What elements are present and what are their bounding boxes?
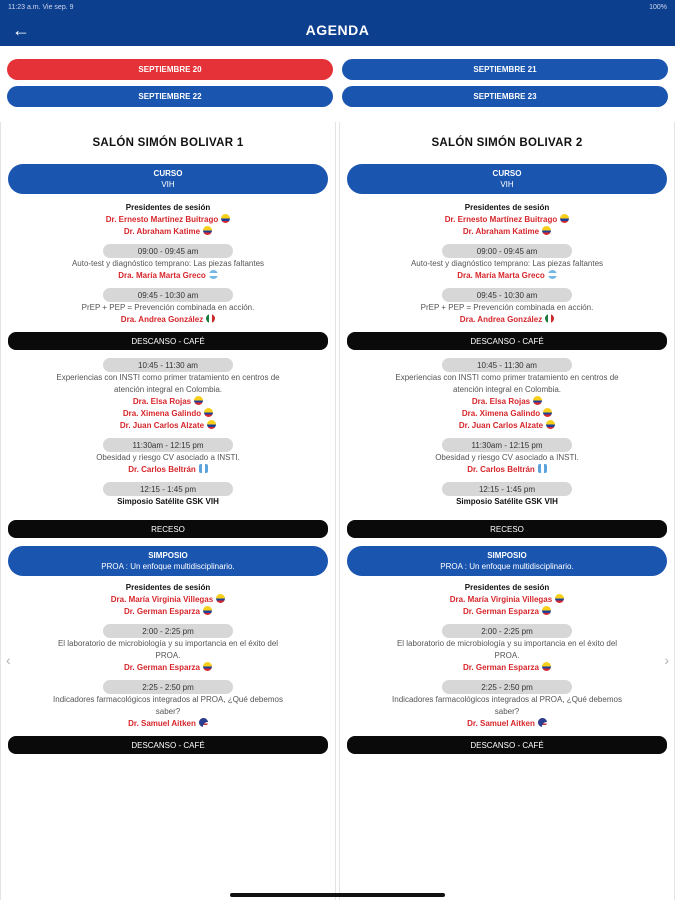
argentina-flag-icon: [209, 270, 218, 279]
tab-septiembre-23[interactable]: SEPTIEMBRE 23: [342, 86, 668, 107]
tab-septiembre-21[interactable]: SEPTIEMBRE 21: [342, 59, 668, 80]
talk-title: atención integral en Colombia.: [113, 385, 223, 394]
speaker-name: Dra. Elsa Rojas: [8, 396, 328, 408]
time-slot: 11:30am - 12:15 pm: [103, 438, 233, 452]
chevron-right-icon[interactable]: ›: [664, 652, 669, 668]
presidentes-label: Presidentes de sesión: [464, 583, 550, 592]
speaker-name: Dra. Ximena Galindo: [8, 408, 328, 420]
receso-bar: RECESO: [8, 520, 328, 538]
colombia-flag-icon: [203, 662, 212, 671]
status-time: 11:23 a.m. Vie sep. 9: [8, 3, 74, 11]
talk-title: atención integral en Colombia.: [452, 385, 562, 394]
time-slot: 09:00 - 09:45 am: [442, 244, 572, 258]
time-slot: 10:45 - 11:30 am: [442, 358, 572, 372]
talk-title: Experiencias con INSTI como primer tratamiento en centros de: [395, 373, 619, 382]
speaker-name: Dra. María Marta Greco: [8, 270, 328, 282]
talk-title: Auto-test y diagnóstico temprano: Las piezas faltantes: [71, 259, 265, 268]
receso-bar: RECESO: [347, 520, 667, 538]
presidentes-label: Presidentes de sesión: [125, 203, 211, 212]
guatemala-flag-icon: [538, 464, 547, 473]
colombia-flag-icon: [542, 606, 551, 615]
speaker-name: Dra. Andrea González: [347, 314, 667, 326]
talk-title: Auto-test y diagnóstico temprano: Las piezas faltantes: [410, 259, 604, 268]
break-bar: DESCANSO - CAFÉ: [8, 332, 328, 350]
time-slot: 09:00 - 09:45 am: [103, 244, 233, 258]
status-bar: [0, 0, 675, 14]
time-slot: 2:25 - 2:50 pm: [442, 680, 572, 694]
colombia-flag-icon: [533, 396, 542, 405]
talk-title: Indicadores farmacológicos integrados al PROA, ¿Qué debemos: [53, 695, 283, 704]
speaker-name: Dr. German Esparza: [8, 662, 328, 674]
talk-title: saber?: [155, 707, 181, 716]
date-tabs: [0, 46, 675, 107]
mexico-flag-icon: [206, 314, 215, 323]
curso-title: CURSO: [492, 169, 522, 178]
talk-title: Obesidad y riesgo CV asociado a INSTI.: [435, 453, 579, 462]
time-slot: 2:00 - 2:25 pm: [442, 624, 572, 638]
talk-title: Simposio Satélite GSK VIH: [117, 497, 219, 506]
break-bar: DESCANSO - CAFÉ: [347, 332, 667, 350]
colombia-flag-icon: [560, 214, 569, 223]
curso-subtitle: VIH: [500, 180, 514, 189]
usa-flag-icon: [538, 718, 547, 727]
speaker-name: Dr. Samuel Aitken: [347, 718, 667, 730]
curso-title: CURSO: [153, 169, 183, 178]
talk-title: Obesidad y riesgo CV asociado a INSTI.: [96, 453, 240, 462]
speaker-name: Dr. Ernesto Martínez Buitrago: [8, 214, 328, 226]
colombia-flag-icon: [542, 226, 551, 235]
colombia-flag-icon: [221, 214, 230, 223]
colombia-flag-icon: [542, 662, 551, 671]
talk-title: PrEP + PEP = Prevención combinada en acción.: [420, 303, 594, 312]
app-header: [0, 14, 675, 46]
simposio-header[interactable]: [8, 546, 328, 576]
tab-septiembre-20[interactable]: SEPTIEMBRE 20: [7, 59, 333, 80]
talk-title: saber?: [494, 707, 520, 716]
talk-title: PrEP + PEP = Prevención combinada en acción.: [81, 303, 255, 312]
talk-title: Indicadores farmacológicos integrados al PROA, ¿Qué debemos: [392, 695, 622, 704]
mexico-flag-icon: [545, 314, 554, 323]
speaker-name: Dr. Abraham Katime: [347, 226, 667, 238]
curso-header[interactable]: [347, 164, 667, 194]
speaker-name: Dr. German Esparza: [347, 606, 667, 618]
colombia-flag-icon: [207, 420, 216, 429]
speaker-name: Dr. Carlos Beltrán: [8, 464, 328, 476]
talk-title: PROA.: [494, 651, 520, 660]
speaker-name: Dr. Juan Carlos Alzate: [347, 420, 667, 432]
talk-title: El laboratorio de microbiología y su importancia en el éxito del: [396, 639, 618, 648]
presidentes-label: Presidentes de sesión: [125, 583, 211, 592]
simposio-subtitle: PROA : Un enfoque multidisciplinario.: [101, 562, 235, 571]
speaker-name: Dr. Juan Carlos Alzate: [8, 420, 328, 432]
battery-indicator: 100%: [649, 3, 667, 11]
speaker-name: Dra. Andrea González: [8, 314, 328, 326]
back-arrow-icon[interactable]: ←: [12, 20, 30, 40]
speaker-name: Dra. Ximena Galindo: [347, 408, 667, 420]
time-slot: 12:15 - 1:45 pm: [442, 482, 572, 496]
speaker-name: Dr. German Esparza: [8, 606, 328, 618]
speaker-name: Dra. María Marta Greco: [347, 270, 667, 282]
salon-column-2: [339, 122, 675, 900]
time-slot: 10:45 - 11:30 am: [103, 358, 233, 372]
time-slot: 2:25 - 2:50 pm: [103, 680, 233, 694]
time-slot: 11:30am - 12:15 pm: [442, 438, 572, 452]
guatemala-flag-icon: [199, 464, 208, 473]
time-slot: 09:45 - 10:30 am: [442, 288, 572, 302]
presidentes-label: Presidentes de sesión: [464, 203, 550, 212]
time-slot: 2:00 - 2:25 pm: [103, 624, 233, 638]
home-indicator: [230, 893, 445, 897]
speaker-name: Dr. Carlos Beltrán: [347, 464, 667, 476]
time-slot: 12:15 - 1:45 pm: [103, 482, 233, 496]
talk-title: Simposio Satélite GSK VIH: [456, 497, 558, 506]
agenda-columns: [0, 122, 675, 900]
speaker-name: Dra. María Virginia Villegas: [8, 594, 328, 606]
simposio-header[interactable]: [347, 546, 667, 576]
break-bar: DESCANSO - CAFÉ: [347, 736, 667, 754]
speaker-name: Dr. Samuel Aitken: [8, 718, 328, 730]
time-slot: 09:45 - 10:30 am: [103, 288, 233, 302]
salon-title: SALÓN SIMÓN BOLIVAR 1: [92, 137, 244, 149]
chevron-left-icon[interactable]: ‹: [6, 652, 11, 668]
colombia-flag-icon: [204, 408, 213, 417]
colombia-flag-icon: [555, 594, 564, 603]
argentina-flag-icon: [548, 270, 557, 279]
simposio-title: SIMPOSIO: [148, 551, 188, 560]
simposio-title: SIMPOSIO: [487, 551, 527, 560]
speaker-name: Dr. German Esparza: [347, 662, 667, 674]
speaker-name: Dr. Ernesto Martínez Buitrago: [347, 214, 667, 226]
colombia-flag-icon: [194, 396, 203, 405]
curso-header[interactable]: [8, 164, 328, 194]
speaker-name: Dra. María Virginia Villegas: [347, 594, 667, 606]
simposio-subtitle: PROA : Un enfoque multidisciplinario.: [440, 562, 574, 571]
colombia-flag-icon: [543, 408, 552, 417]
talk-title: PROA.: [155, 651, 181, 660]
speaker-name: Dr. Abraham Katime: [8, 226, 328, 238]
usa-flag-icon: [199, 718, 208, 727]
speaker-name: Dra. Elsa Rojas: [347, 396, 667, 408]
salon-column-1: [0, 122, 336, 900]
break-bar: DESCANSO - CAFÉ: [8, 736, 328, 754]
colombia-flag-icon: [203, 606, 212, 615]
talk-title: Experiencias con INSTI como primer tratamiento en centros de: [56, 373, 280, 382]
colombia-flag-icon: [203, 226, 212, 235]
curso-subtitle: VIH: [161, 180, 175, 189]
talk-title: El laboratorio de microbiología y su importancia en el éxito del: [57, 639, 279, 648]
colombia-flag-icon: [216, 594, 225, 603]
colombia-flag-icon: [546, 420, 555, 429]
tab-septiembre-22[interactable]: SEPTIEMBRE 22: [7, 86, 333, 107]
salon-title: SALÓN SIMÓN BOLIVAR 2: [431, 137, 583, 149]
page-title: AGENDA: [305, 22, 370, 38]
